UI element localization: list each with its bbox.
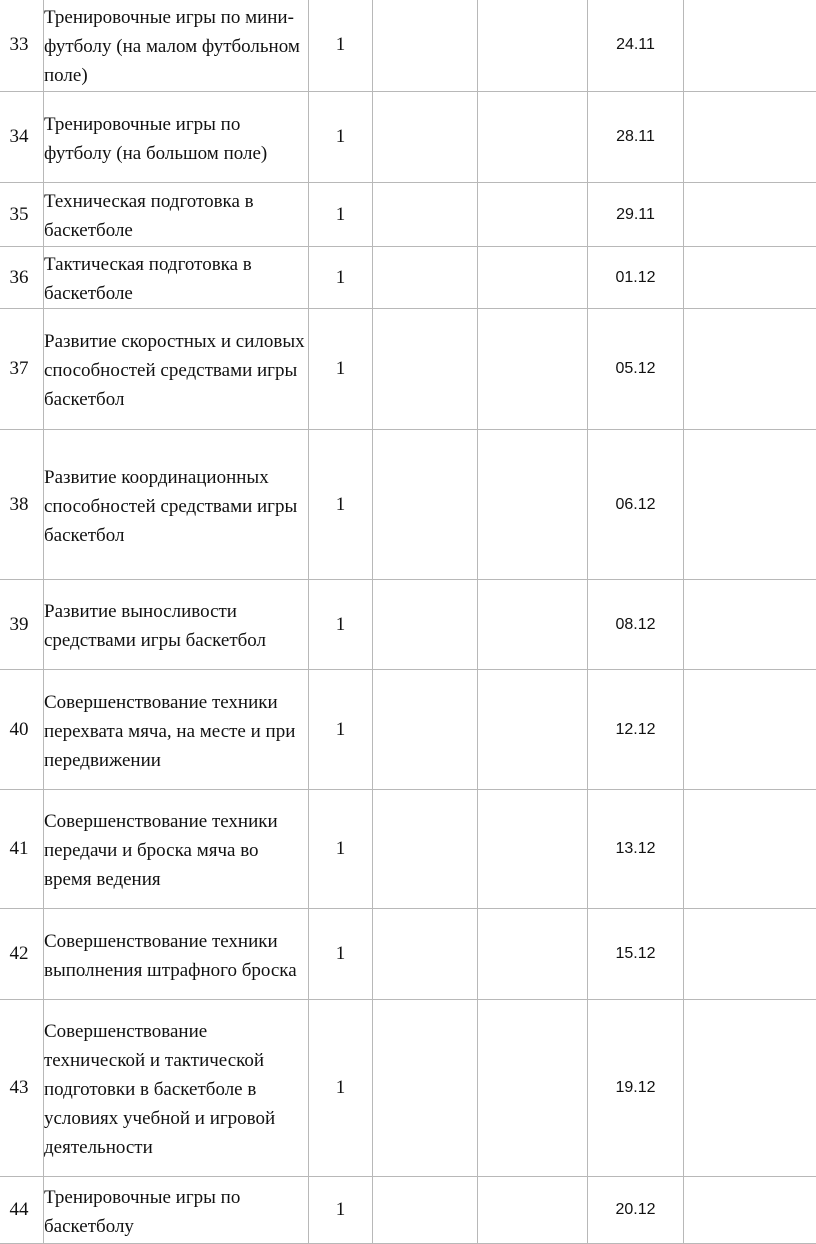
table-row: [0, 580, 816, 670]
lesson-number: 37: [0, 309, 44, 430]
lesson-date: 24.11: [588, 0, 684, 92]
table-row: [0, 183, 816, 247]
table-row: [0, 247, 816, 309]
empty-cell: [478, 183, 588, 247]
lesson-topic-text: Совершенствование техники выполнения штрафного броска: [44, 924, 308, 985]
table-row: [0, 1000, 816, 1177]
lesson-topic-text: Техническая подготовка в баскетболе: [44, 184, 308, 245]
lesson-topic: [44, 1000, 309, 1177]
lesson-number: 41: [0, 790, 44, 909]
empty-cell: [478, 790, 588, 909]
empty-cell: [684, 183, 816, 247]
empty-cell: [478, 909, 588, 1000]
lesson-hours: 1: [309, 909, 373, 1000]
empty-cell: [373, 909, 478, 1000]
empty-cell: [684, 430, 816, 580]
empty-cell: [478, 1000, 588, 1177]
table-row: [0, 670, 816, 790]
lesson-topic: [44, 247, 309, 309]
lesson-number: 39: [0, 580, 44, 670]
lesson-topic: [44, 670, 309, 790]
empty-cell: [373, 1177, 478, 1244]
lesson-date: 15.12: [588, 909, 684, 1000]
lesson-date: 28.11: [588, 92, 684, 183]
lesson-topic-text: Тренировочные игры по баскетболу: [44, 1180, 308, 1241]
lesson-hours: 1: [309, 309, 373, 430]
lesson-hours: 1: [309, 580, 373, 670]
lesson-number: 35: [0, 183, 44, 247]
empty-cell: [684, 1177, 816, 1244]
table-row: [0, 92, 816, 183]
empty-cell: [373, 1000, 478, 1177]
lesson-date: 06.12: [588, 430, 684, 580]
lesson-hours: 1: [309, 430, 373, 580]
empty-cell: [373, 790, 478, 909]
lesson-topic-text: Тренировочные игры по мини-футболу (на малом футбольном поле): [44, 0, 308, 90]
lesson-date: 12.12: [588, 670, 684, 790]
lesson-number: 33: [0, 0, 44, 92]
lesson-hours: 1: [309, 1000, 373, 1177]
empty-cell: [478, 92, 588, 183]
lesson-number: 34: [0, 92, 44, 183]
lesson-number: 40: [0, 670, 44, 790]
lesson-topic-text: Развитие координационных способностей средствами игры баскетбол: [44, 460, 308, 550]
empty-cell: [373, 430, 478, 580]
empty-cell: [684, 309, 816, 430]
empty-cell: [478, 670, 588, 790]
table-row: [0, 790, 816, 909]
lesson-topic: [44, 430, 309, 580]
lesson-hours: 1: [309, 790, 373, 909]
empty-cell: [373, 183, 478, 247]
lesson-date: 01.12: [588, 247, 684, 309]
empty-cell: [373, 670, 478, 790]
lesson-topic-text: Тренировочные игры по футболу (на большом поле): [44, 107, 308, 168]
lesson-hours: 1: [309, 247, 373, 309]
empty-cell: [373, 0, 478, 92]
lesson-date: 08.12: [588, 580, 684, 670]
lesson-number: 42: [0, 909, 44, 1000]
empty-cell: [684, 1000, 816, 1177]
empty-cell: [684, 909, 816, 1000]
empty-cell: [478, 430, 588, 580]
lesson-date: 05.12: [588, 309, 684, 430]
table-row: [0, 1177, 816, 1244]
empty-cell: [373, 309, 478, 430]
table-row: [0, 909, 816, 1000]
lesson-topic: [44, 790, 309, 909]
lesson-topic: [44, 92, 309, 183]
lesson-date: 19.12: [588, 1000, 684, 1177]
empty-cell: [684, 92, 816, 183]
empty-cell: [684, 247, 816, 309]
empty-cell: [684, 790, 816, 909]
lesson-date: 13.12: [588, 790, 684, 909]
lesson-date: 29.11: [588, 183, 684, 247]
lesson-number: 44: [0, 1177, 44, 1244]
lesson-hours: 1: [309, 670, 373, 790]
lesson-number: 38: [0, 430, 44, 580]
lesson-topic-text: Развитие скоростных и силовых способностей средствами игры баскетбол: [44, 324, 308, 414]
lesson-topic-text: Тактическая подготовка в баскетболе: [44, 247, 308, 308]
lesson-hours: 1: [309, 183, 373, 247]
lesson-hours: 1: [309, 0, 373, 92]
lesson-hours: 1: [309, 1177, 373, 1244]
empty-cell: [684, 670, 816, 790]
lesson-topic: [44, 580, 309, 670]
lesson-date: 20.12: [588, 1177, 684, 1244]
lesson-number: 36: [0, 247, 44, 309]
table-row: [0, 430, 816, 580]
empty-cell: [373, 580, 478, 670]
empty-cell: [373, 247, 478, 309]
table-row: [0, 0, 816, 92]
empty-cell: [478, 580, 588, 670]
empty-cell: [373, 92, 478, 183]
table-row: [0, 309, 816, 430]
lesson-number: 43: [0, 1000, 44, 1177]
empty-cell: [684, 580, 816, 670]
lesson-topic-text: Совершенствование техники перехвата мяча, на месте и при передвижении: [44, 685, 308, 775]
empty-cell: [478, 1177, 588, 1244]
lesson-topic: [44, 1177, 309, 1244]
lesson-topic-text: Совершенствование технической и тактической подготовки в баскетболе в условиях учебной и игровой деятельности: [44, 1014, 308, 1162]
empty-cell: [478, 309, 588, 430]
lesson-topic: [44, 309, 309, 430]
lesson-topic-text: Совершенствование техники передачи и броска мяча во время ведения: [44, 804, 308, 894]
empty-cell: [684, 0, 816, 92]
lesson-topic: [44, 909, 309, 1000]
lesson-topic: [44, 183, 309, 247]
lesson-topic: [44, 0, 309, 92]
empty-cell: [478, 0, 588, 92]
lesson-hours: 1: [309, 92, 373, 183]
lesson-topic-text: Развитие выносливости средствами игры баскетбол: [44, 594, 308, 655]
empty-cell: [478, 247, 588, 309]
